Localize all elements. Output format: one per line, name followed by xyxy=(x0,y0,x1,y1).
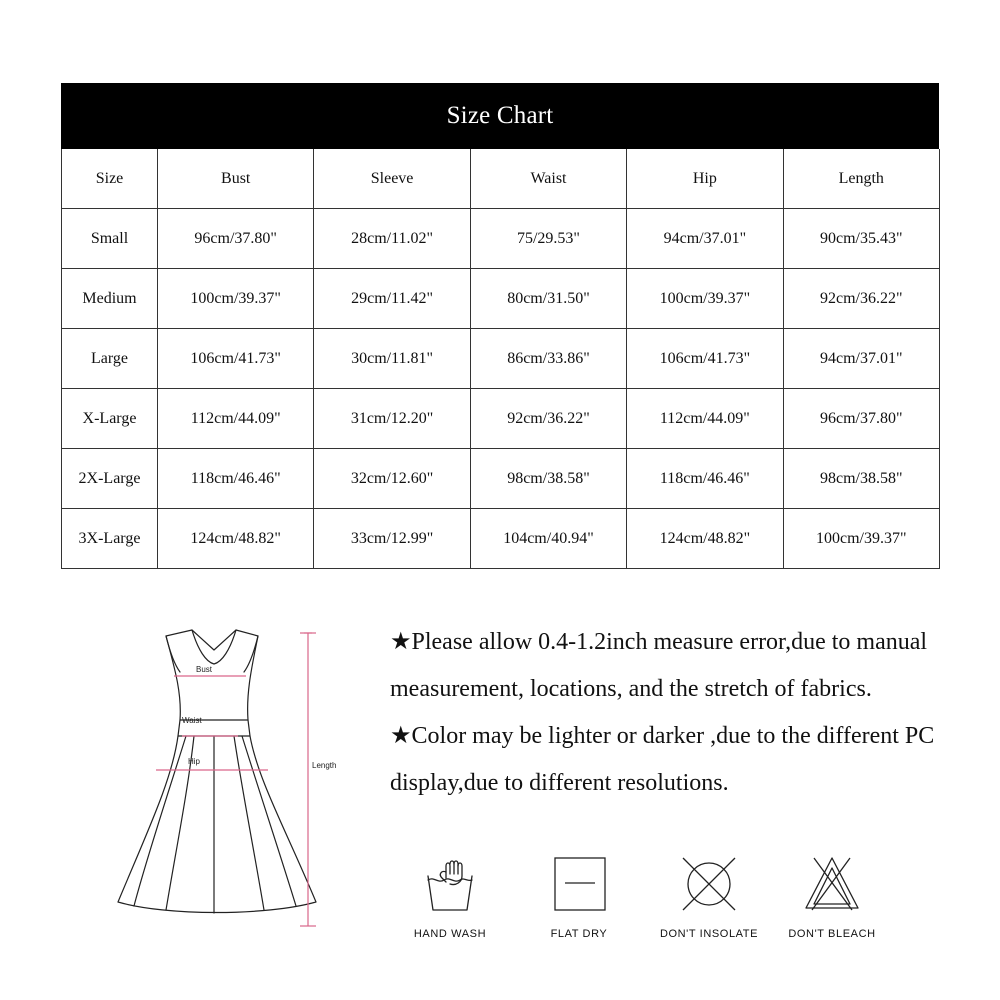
care-flat-dry xyxy=(504,852,654,940)
table-cell: 31cm/12.20" xyxy=(314,389,470,449)
table-cell: 94cm/37.01" xyxy=(783,329,939,389)
table-cell: 96cm/37.80" xyxy=(158,209,314,269)
table-cell: 92cm/36.22" xyxy=(470,389,626,449)
table-row xyxy=(62,449,940,509)
table-cell: 106cm/41.73" xyxy=(627,329,783,389)
dress-outline-icon xyxy=(108,620,368,940)
table-cell: 90cm/35.43" xyxy=(783,209,939,269)
care-label: HAND WASH xyxy=(413,928,487,940)
measurement-notes xyxy=(390,619,950,807)
table-header-row xyxy=(62,149,940,209)
care-dont-bleach xyxy=(757,852,907,940)
header-cell: Size xyxy=(62,149,158,209)
hand-wash-icon xyxy=(420,852,480,914)
table-cell: 3X-Large xyxy=(62,509,158,569)
header-cell: Bust xyxy=(158,149,314,209)
table-cell: 106cm/41.73" xyxy=(158,329,314,389)
table-cell: 100cm/39.37" xyxy=(158,269,314,329)
care-label: DON'T INSOLATE xyxy=(659,928,759,940)
table-cell: Large xyxy=(62,329,158,389)
table-cell: 112cm/44.09" xyxy=(627,389,783,449)
table-cell: 29cm/11.42" xyxy=(314,269,470,329)
note-measure-error: ★Please allow 0.4-1.2inch measure error,due to manual measurement, locations, and the stretch of fabrics. xyxy=(390,629,928,702)
hip-label: Hip xyxy=(188,757,201,766)
table-cell: 94cm/37.01" xyxy=(627,209,783,269)
table-cell: 2X-Large xyxy=(62,449,158,509)
header-cell: Sleeve xyxy=(314,149,470,209)
care-label: FLAT DRY xyxy=(550,928,608,940)
header-cell: Length xyxy=(783,149,939,209)
table-cell: 98cm/38.58" xyxy=(783,449,939,509)
bust-label: Bust xyxy=(196,665,213,674)
flat-dry-icon xyxy=(549,852,609,914)
note-color: ★Color may be lighter or darker ,due to the different PC display,due to different resolutions. xyxy=(390,723,935,796)
table-cell: Medium xyxy=(62,269,158,329)
table-cell: 33cm/12.99" xyxy=(314,509,470,569)
table-cell: 28cm/11.02" xyxy=(314,209,470,269)
table-cell: 124cm/48.82" xyxy=(158,509,314,569)
table-cell: 98cm/38.58" xyxy=(470,449,626,509)
table-cell: 32cm/12.60" xyxy=(314,449,470,509)
header-cell: Waist xyxy=(470,149,626,209)
care-label: DON'T BLEACH xyxy=(788,928,876,940)
table-cell: 112cm/44.09" xyxy=(158,389,314,449)
table-cell: 92cm/36.22" xyxy=(783,269,939,329)
table-row xyxy=(62,209,940,269)
table-row xyxy=(62,329,940,389)
size-chart xyxy=(61,83,939,569)
header-cell: Hip xyxy=(627,149,783,209)
table-cell: 100cm/39.37" xyxy=(627,269,783,329)
table-row xyxy=(62,269,940,329)
table-cell: 30cm/11.81" xyxy=(314,329,470,389)
table-cell: 86cm/33.86" xyxy=(470,329,626,389)
table-row xyxy=(62,389,940,449)
dont-insolate-icon xyxy=(679,852,739,914)
table-cell: 118cm/46.46" xyxy=(158,449,314,509)
table-row xyxy=(62,509,940,569)
table-cell: 124cm/48.82" xyxy=(627,509,783,569)
size-chart-title: Size Chart xyxy=(61,83,939,149)
length-label: Length xyxy=(312,761,337,770)
table-cell: 75/29.53" xyxy=(470,209,626,269)
waist-label: Waist xyxy=(182,716,202,725)
dress-diagram xyxy=(108,620,368,940)
care-hand-wash xyxy=(375,852,525,940)
table-cell: X-Large xyxy=(62,389,158,449)
table-cell: Small xyxy=(62,209,158,269)
table-cell: 100cm/39.37" xyxy=(783,509,939,569)
dont-bleach-icon xyxy=(802,852,862,914)
table-cell: 104cm/40.94" xyxy=(470,509,626,569)
size-table xyxy=(61,149,940,569)
table-cell: 96cm/37.80" xyxy=(783,389,939,449)
table-cell: 80cm/31.50" xyxy=(470,269,626,329)
table-cell: 118cm/46.46" xyxy=(627,449,783,509)
